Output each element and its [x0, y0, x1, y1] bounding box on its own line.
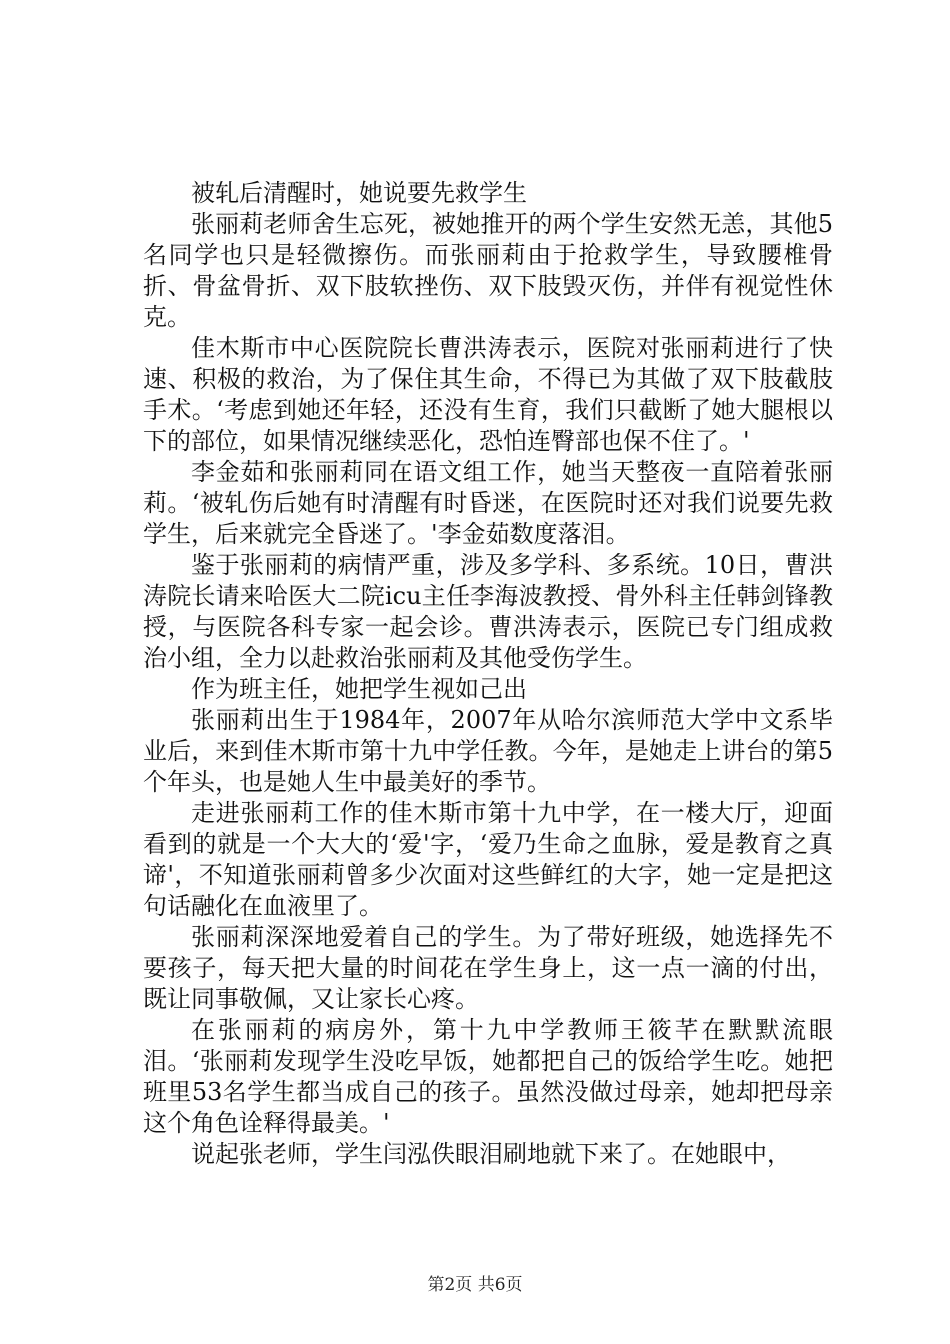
paragraph: 李金茹和张丽莉同在语文组工作，她当天整夜一直陪着张丽莉。‘被轧伤后她有时清醒有时昏迷，在医院时还对我们说要先救学生，后来就完全昏迷了。'李金茹数度落泪。 — [143, 458, 833, 548]
section-heading: 被轧后清醒时，她说要先救学生 — [191, 179, 527, 207]
paragraph: 张丽莉出生于1984年，2007年从哈尔滨师范大学中文系毕业后，来到佳木斯市第十九中学任教。今年，是她走上讲台的第5个年头，也是她人生中最美好的季节。 — [143, 706, 833, 796]
paragraph: 说起张老师，学生闫泓佚眼泪刷地就下来了。在她眼中， — [191, 1140, 791, 1168]
document-body — [143, 178, 833, 1170]
paragraph: 佳木斯市中心医院院长曹洪涛表示，医院对张丽莉进行了快速、积极的救治，为了保住其生命，不得已为其做了双下肢截肢手术。‘考虑到她还年轻，还没有生育，我们只截断了她大腿根以下的部位，如果情况继续恶化，恐怕连臀部也保不住了。' — [143, 334, 833, 455]
paragraph: 张丽莉深深地爱着自己的学生。为了带好班级，她选择先不要孩子，每天把大量的时间花在学生身上，这一点一滴的付出，既让同事敬佩，又让家长心疼。 — [143, 923, 833, 1013]
page-footer: 第2页 共6页 — [427, 1275, 523, 1295]
paragraph: 张丽莉老师舍生忘死，被她推开的两个学生安然无恙，其他5名同学也只是轻微擦伤。而张丽莉由于抢救学生，导致腰椎骨折、骨盆骨折、双下肢软挫伤、双下肢毁灭伤，并伴有视觉性休克。 — [143, 210, 833, 331]
section-heading: 作为班主任，她把学生视如己出 — [191, 675, 527, 703]
paragraph: 在张丽莉的病房外，第十九中学教师王筱芊在默默流眼泪。‘张丽莉发现学生没吃早饭，她都把自己的饭给学生吃。她把班里53名学生都当成自己的孩子。虽然没做过母亲，她却把母亲这个角色诠释得最美。' — [143, 1016, 833, 1137]
paragraph: 鉴于张丽莉的病情严重，涉及多学科、多系统。10日，曹洪涛院长请来哈医大二院icu主任李海波教授、骨外科主任韩剑锋教授，与医院各科专家一起会诊。曹洪涛表示，医院已专门组成救治小组，全力以赴救治张丽莉及其他受伤学生。 — [143, 551, 833, 672]
paragraph: 走进张丽莉工作的佳木斯市第十九中学，在一楼大厅，迎面看到的就是一个大大的‘爱'字，‘爱乃生命之血脉，爱是教育之真谛'，不知道张丽莉曾多少次面对这些鲜红的大字，她一定是把这句话融化在血液里了。 — [143, 799, 833, 920]
